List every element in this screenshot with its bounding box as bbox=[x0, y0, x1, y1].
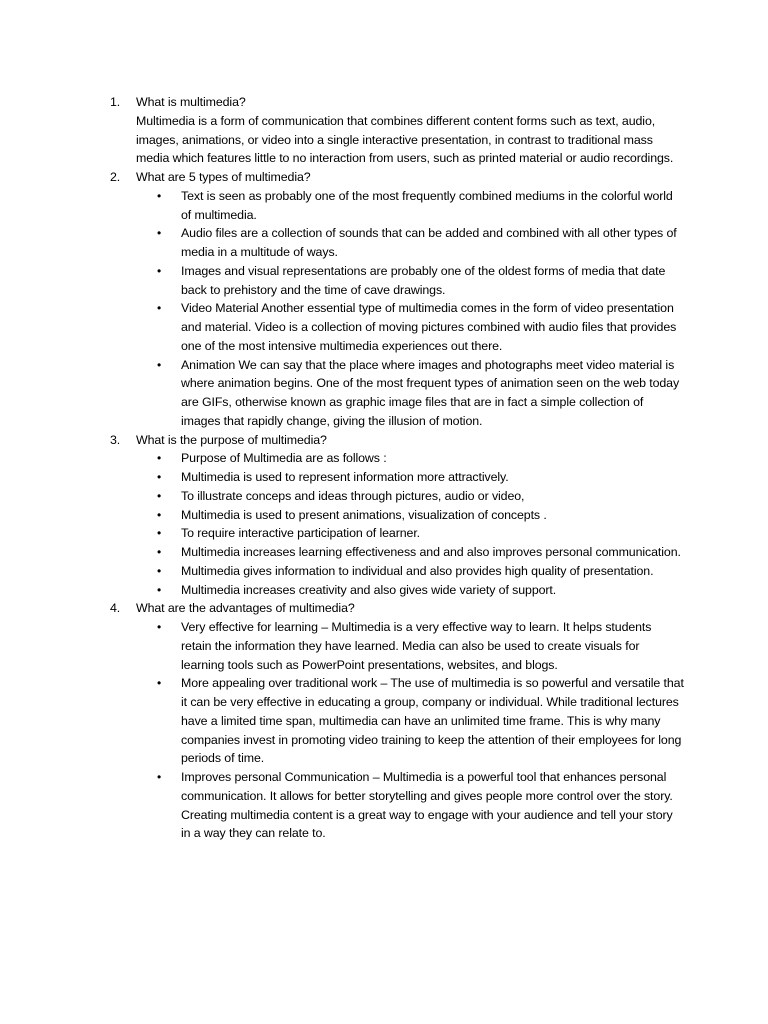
bullet-item bbox=[157, 618, 685, 674]
bullet-dot-icon: • bbox=[157, 488, 162, 503]
bullet-dot-icon: • bbox=[157, 451, 162, 466]
bullet-text: Multimedia is used to present animations, visualization of concepts . bbox=[181, 507, 547, 522]
bullet-text: Multimedia is used to represent information more attractively. bbox=[181, 470, 509, 484]
bullet-list bbox=[136, 618, 685, 843]
bullet-dot-icon: • bbox=[157, 563, 162, 578]
bullet-item bbox=[157, 356, 685, 431]
question-text: What is the purpose of multimedia? bbox=[136, 432, 327, 447]
bullet-text: To illustrate conceps and ideas through pictures, audio or video, bbox=[181, 488, 525, 503]
bullet-dot-icon: • bbox=[157, 263, 162, 278]
bullet-item bbox=[157, 299, 685, 355]
question-number: 2. bbox=[110, 170, 121, 184]
bullet-dot-icon: • bbox=[157, 357, 162, 372]
bullet-dot-icon: • bbox=[157, 545, 162, 559]
document-body bbox=[110, 93, 685, 843]
question-item bbox=[110, 93, 685, 168]
question-item bbox=[110, 168, 685, 431]
bullet-item bbox=[157, 449, 685, 468]
question-number: 4. bbox=[110, 601, 121, 616]
bullet-list bbox=[136, 187, 685, 431]
bullet-text: To require interactive participation of learner. bbox=[181, 526, 421, 541]
bullet-text: Multimedia gives information to individual and also provides high quality of presentation. bbox=[181, 563, 654, 578]
question-text: What are 5 types of multimedia? bbox=[136, 170, 311, 184]
bullet-item bbox=[157, 674, 685, 768]
bullet-dot-icon: • bbox=[157, 770, 162, 784]
bullet-text: Multimedia increases creativity and also gives wide variety of support. bbox=[181, 582, 557, 597]
bullet-text: Purpose of Multimedia are as follows : bbox=[181, 451, 387, 466]
bullet-text: Multimedia increases learning effectiveness and and also improves personal communication. bbox=[181, 545, 681, 559]
bullet-item bbox=[157, 543, 685, 562]
bullet-text: Audio files are a collection of sounds that can be added and combined with all other types of media in a multitude of ways. bbox=[181, 226, 677, 259]
question-item bbox=[110, 599, 685, 843]
bullet-item bbox=[157, 524, 685, 543]
question-list bbox=[110, 93, 685, 843]
question-item bbox=[110, 431, 685, 600]
bullet-item bbox=[157, 224, 685, 262]
bullet-dot-icon: • bbox=[157, 226, 162, 241]
bullet-dot-icon: • bbox=[157, 620, 162, 634]
bullet-item bbox=[157, 187, 685, 225]
bullet-text: Text is seen as probably one of the most frequently combined mediums in the colorful world of multimedia. bbox=[181, 188, 673, 222]
bullet-dot-icon: • bbox=[157, 507, 162, 522]
bullet-text: Images and visual representations are probably one of the oldest forms of media that date back to prehistory and the time of cave drawings. bbox=[181, 263, 666, 297]
bullet-list bbox=[136, 449, 685, 599]
answer-paragraph: Multimedia is a form of communication that combines different content forms such as text, audio, images, animations, or video into a single interactive presentation, in contrast to traditional mass media which features little to no interaction from users, such as printed material or audio recordings. bbox=[136, 113, 674, 166]
question-text: What are the advantages of multimedia? bbox=[136, 601, 355, 616]
bullet-dot-icon: • bbox=[157, 301, 162, 316]
bullet-text: Very effective for learning – Multimedia is a very effective way to learn. It helps students retain the information they have learned. Media can also be used to create visuals for learning tools such as PowerPoint presentations, websites, and blogs. bbox=[181, 620, 652, 672]
bullet-text: Video Material Another essential type of multimedia comes in the form of video presentation and material. Video is a collection of moving pictures combined with audio files that provides one of the most intensive multimedia experiences out there. bbox=[181, 301, 677, 353]
bullet-dot-icon: • bbox=[157, 676, 162, 691]
bullet-item bbox=[157, 768, 685, 843]
question-number: 3. bbox=[110, 432, 121, 447]
bullet-text: Improves personal Communication – Multimedia is a powerful tool that enhances personal communication. It allows for better storytelling and gives people more control over the story. Creating multimedia content is a great way to engage with your audience and tell your story in a way they can relate to. bbox=[181, 770, 673, 841]
bullet-item bbox=[157, 468, 685, 487]
bullet-dot-icon: • bbox=[157, 526, 162, 541]
bullet-text: Animation We can say that the place where images and photographs meet video material is where animation begins. One of the most frequent types of animation seen on the web today are GIFs, otherwise known as graphic image files that are in fact a simple collection of images that rapidly change, giving the illusion of motion. bbox=[181, 357, 680, 428]
bullet-item bbox=[157, 562, 685, 581]
bullet-dot-icon: • bbox=[157, 188, 162, 203]
bullet-text: More appealing over traditional work – The use of multimedia is so powerful and versatile that it can be very effective in educating a group, company or individual. While traditional lectures have a limited time span, multimedia can have an unlimited time frame. This is why many companies invest in promoting video training to keep the attention of their employees for long periods of time. bbox=[181, 676, 684, 766]
bullet-dot-icon: • bbox=[157, 582, 162, 597]
question-text: What is multimedia? bbox=[136, 95, 246, 109]
bullet-item bbox=[157, 262, 685, 300]
bullet-item bbox=[157, 506, 685, 525]
bullet-item bbox=[157, 581, 685, 600]
bullet-item bbox=[157, 487, 685, 506]
bullet-dot-icon: • bbox=[157, 470, 162, 484]
question-number: 1. bbox=[110, 95, 121, 109]
